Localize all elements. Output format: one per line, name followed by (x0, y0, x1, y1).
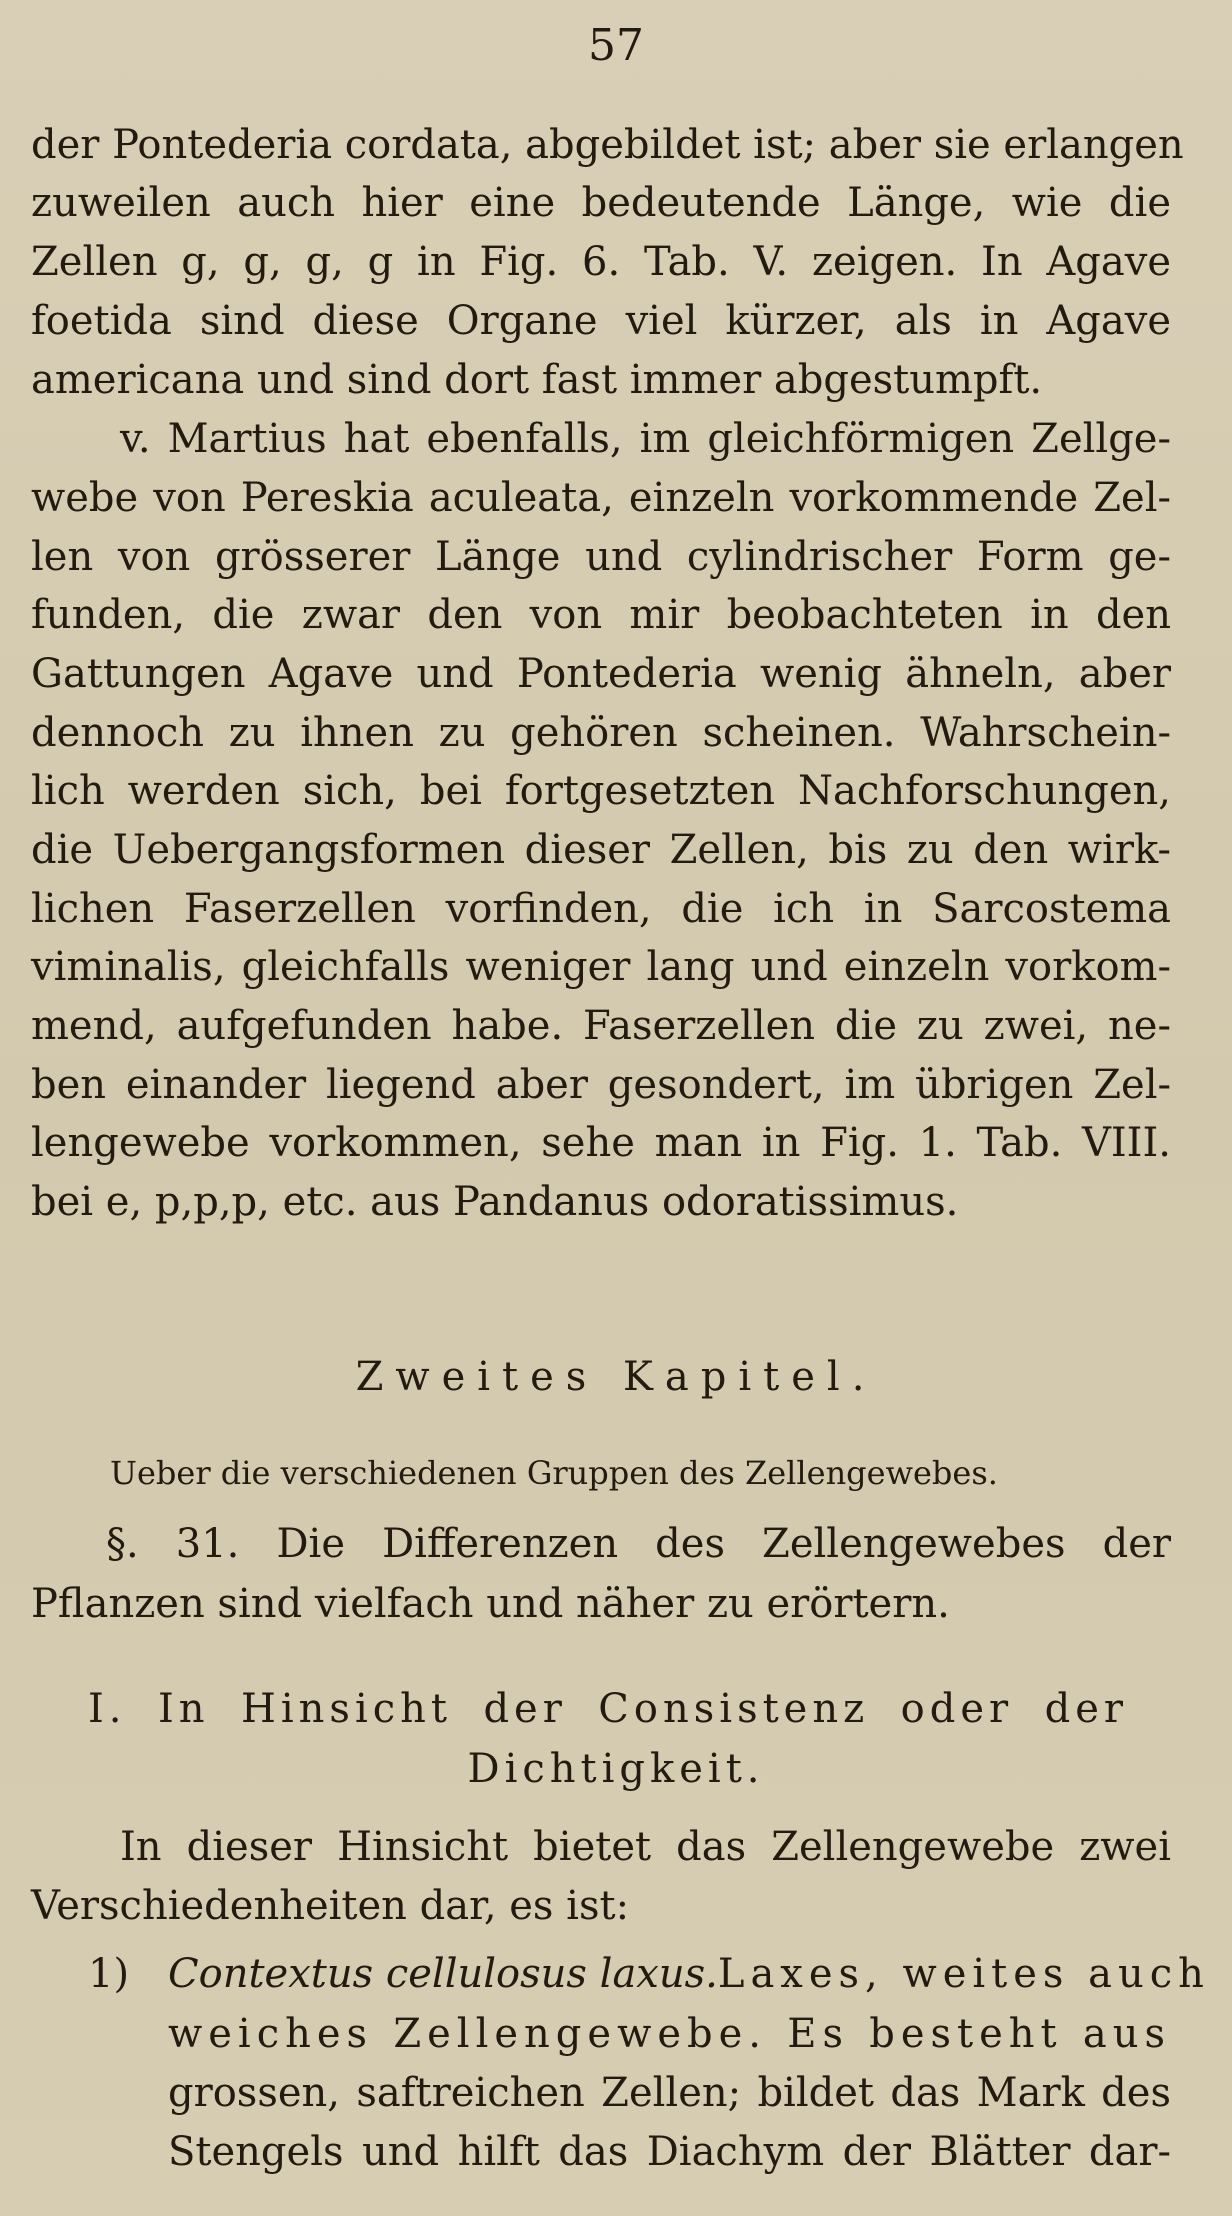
page-number: 57 (588, 20, 644, 71)
text-line: americana und sind dort fast immer abgestumpft. (31, 357, 1043, 403)
text-line: dennoch zu ihnen zu gehören scheinen. Wahrschein- (31, 710, 1171, 756)
section-heading: I. In Hinsicht der Consistenz oder der (88, 1686, 1128, 1732)
text-line: zuweilen auch hier eine bedeutende Länge, wie die (31, 180, 1171, 226)
text-line: webe von Pereskia aculeata, einzeln vorkommende Zel- (31, 475, 1171, 521)
list-number: 1) (88, 1951, 130, 1997)
text-line: lichen Faserzellen vorfinden, die ich in Sarcostema (31, 886, 1171, 932)
section-paragraph-line: §. 31. Die Differenzen des Zellengewebes der (106, 1521, 1171, 1567)
term-description: Laxes, weites auch (717, 1951, 1210, 1997)
section-heading: Dichtigkeit. (467, 1746, 765, 1792)
list-item-line: grossen, saftreichen Zellen; bildet das Mark des (168, 2070, 1171, 2116)
list-item-first-line (168, 1945, 1210, 2003)
section-paragraph-line: Pflanzen sind vielfach und näher zu erörtern. (31, 1581, 950, 1627)
chapter-title: Zweites Kapitel. (355, 1354, 877, 1400)
latin-term: Contextus cellulosus laxus. (168, 1951, 718, 1997)
chapter-subtitle: Ueber die verschiedenen Gruppen des Zellengewebes. (110, 1454, 998, 1492)
text-line: der Pontederia cordata, abgebildet ist; aber sie erlangen (31, 122, 1184, 168)
text-line: bei e, p,p,p, etc. aus Pandanus odoratissimus. (31, 1179, 959, 1225)
text-line: lengewebe vorkommen, sehe man in Fig. 1. Tab. VIII. (31, 1120, 1171, 1166)
text-line: ben einander liegend aber gesondert, im übrigen Zel- (31, 1062, 1171, 1108)
text-line: In dieser Hinsicht bietet das Zellengewebe zwei (120, 1824, 1171, 1870)
text-line: lich werden sich, bei fortgesetzten Nachforschungen, (31, 768, 1171, 814)
text-line: Gattungen Agave und Pontederia wenig ähneln, aber (31, 651, 1171, 697)
text-line: foetida sind diese Organe viel kürzer, als in Agave (31, 298, 1171, 344)
list-item-line: weiches Zellengewebe. Es besteht aus (168, 2011, 1171, 2057)
text-line: mend, aufgefunden habe. Faserzellen die zu zwei, ne- (31, 1003, 1171, 1049)
text-line: Verschiedenheiten dar, es ist: (31, 1883, 630, 1929)
text-line: len von grösserer Länge und cylindrischer Form ge- (31, 534, 1171, 580)
text-line: die Uebergangsformen dieser Zellen, bis zu den wirk- (31, 827, 1171, 873)
text-line: viminalis, gleichfalls weniger lang und einzeln vorkom- (31, 944, 1171, 990)
text-line: Zellen g, g, g, g in Fig. 6. Tab. V. zeigen. In Agave (31, 239, 1171, 285)
text-line: v. Martius hat ebenfalls, im gleichförmigen Zellge- (120, 416, 1171, 462)
list-item-line: Stengels und hilft das Diachym der Blätter dar- (168, 2129, 1171, 2175)
text-line: funden, die zwar den von mir beobachteten in den (31, 592, 1171, 638)
